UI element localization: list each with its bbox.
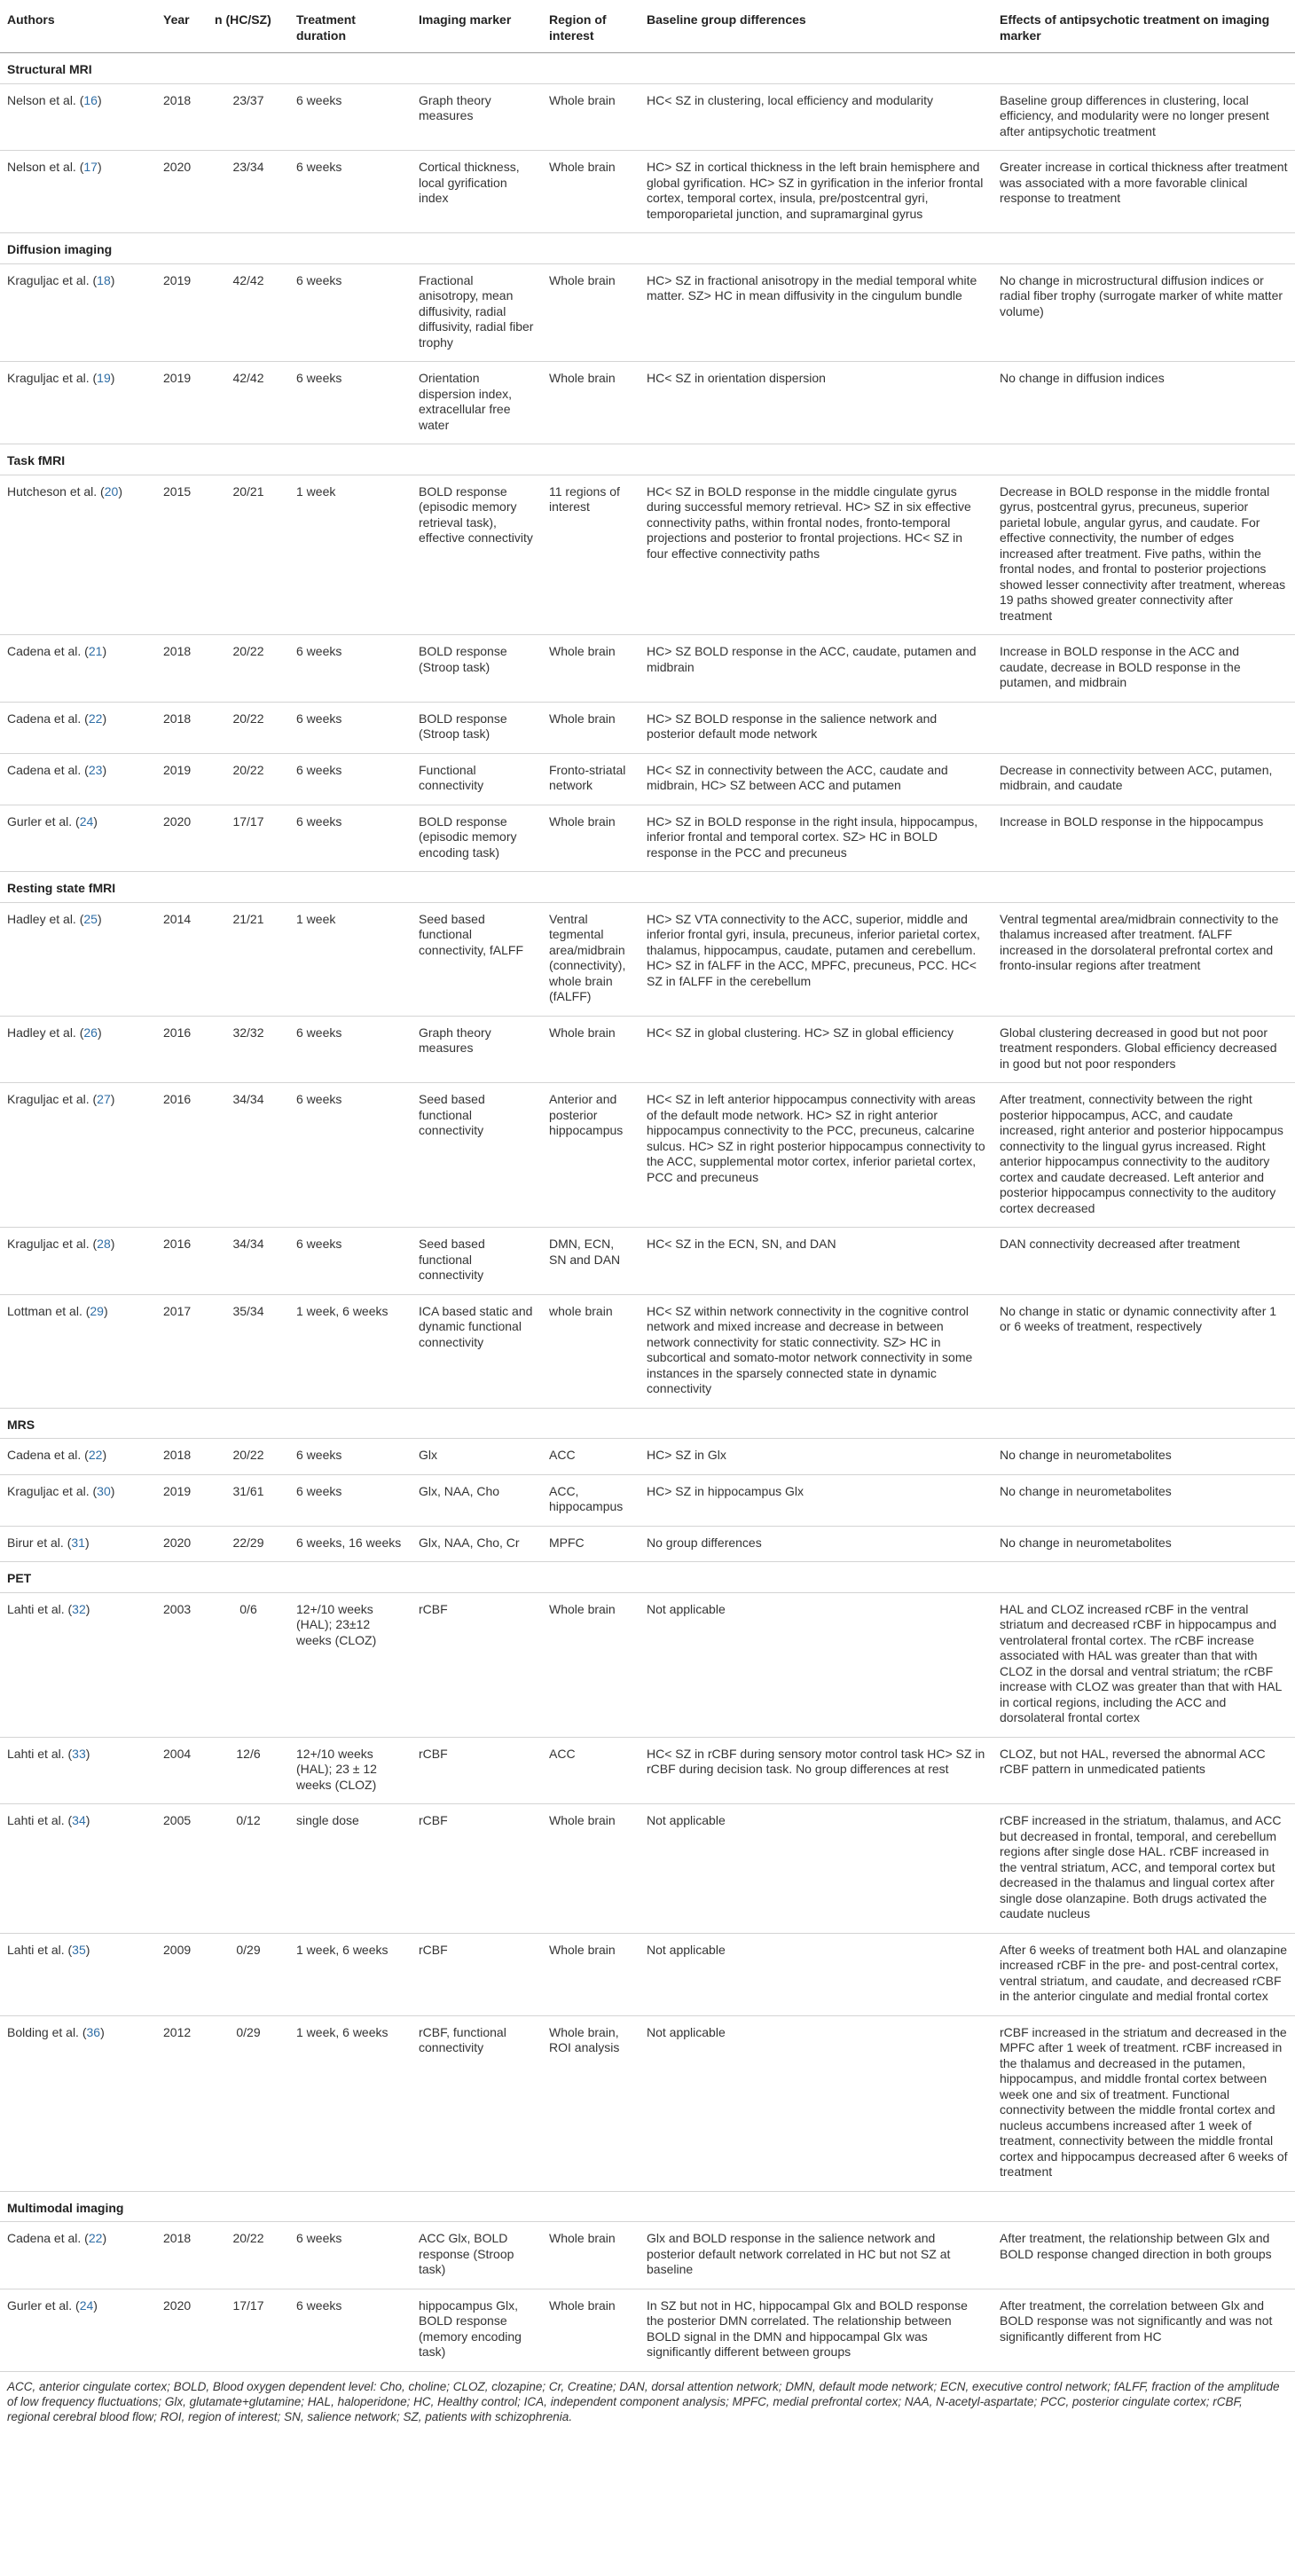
cell-effects: Ventral tegmental area/midbrain connectivity to the thalamus increased after treatment. fALFF increased in the dorsolateral prefrontal cortex and fronto-insular regions after treatment	[993, 902, 1295, 1016]
cell-year: 2019	[156, 753, 208, 805]
cell-region: Whole brain	[542, 1804, 640, 1934]
cell-baseline: HC> SZ in BOLD response in the right insula, hippocampus, inferior frontal and temporal cortex. SZ> HC in BOLD response in the PCC and precuneus	[640, 805, 993, 872]
author-name: Kraguljac et al.	[7, 1237, 90, 1251]
cell-year: 2020	[156, 805, 208, 872]
section-title: Diffusion imaging	[0, 233, 1295, 264]
table-body	[0, 53, 1295, 2372]
reference-link[interactable]: 27	[97, 1092, 111, 1106]
cell-marker: Seed based functional connectivity	[412, 1083, 542, 1228]
reference-link[interactable]: 25	[83, 911, 98, 926]
author-name: Hadley et al.	[7, 911, 76, 926]
cell-n: 20/22	[208, 1439, 289, 1475]
cell-marker: Seed based functional connectivity	[412, 1228, 542, 1295]
cell-marker: Fractional anisotropy, mean diffusivity, radial diffusivity, radial fiber trophy	[412, 263, 542, 362]
cell-author: Gurler et al. (24)	[0, 805, 156, 872]
cell-n: 31/61	[208, 1474, 289, 1526]
cell-baseline: HC< SZ in global clustering. HC> SZ in global efficiency	[640, 1016, 993, 1083]
cell-duration: 6 weeks	[289, 702, 412, 753]
author-name: Kraguljac et al.	[7, 1483, 90, 1498]
reference-link[interactable]: 22	[88, 711, 103, 726]
cell-year: 2017	[156, 1294, 208, 1408]
table-row	[0, 1592, 1295, 1737]
cell-effects: Decrease in BOLD response in the middle frontal gyrus, postcentral gyrus, precuneus, superior parietal lobule, angular gyrus, and caudate. For effective connectivity, the number of edges increased after treatment. Five paths, within the frontal nodes, and frontal to posterior projections showed lesser connectivity after treatment, whereas 19 paths showed greater connectivity after treatment	[993, 475, 1295, 635]
cell-n: 20/21	[208, 475, 289, 635]
cell-marker: Functional connectivity	[412, 753, 542, 805]
section-heading-row	[0, 53, 1295, 84]
cell-n: 0/6	[208, 1592, 289, 1737]
author-name: Birur et al.	[7, 1535, 64, 1550]
cell-region: Ventral tegmental area/midbrain (connectivity), whole brain (fALFF)	[542, 902, 640, 1016]
reference-link[interactable]: 19	[97, 371, 111, 385]
cell-effects: Global clustering decreased in good but not poor treatment responders. Global efficiency decreased in good but not poor responders	[993, 1016, 1295, 1083]
author-name: Kraguljac et al.	[7, 1092, 90, 1106]
cell-year: 2018	[156, 702, 208, 753]
reference-link[interactable]: 24	[79, 2297, 94, 2313]
reference-link[interactable]: 30	[97, 1483, 111, 1498]
author-name: Cadena et al.	[7, 1448, 82, 1462]
cell-author: Lahti et al. (33)	[0, 1737, 156, 1804]
cell-baseline: Not applicable	[640, 1933, 993, 2015]
cell-author: Nelson et al. (17)	[0, 151, 156, 233]
cell-year: 2018	[156, 2222, 208, 2289]
cell-baseline: Glx and BOLD response in the salience network and posterior default network correlated in HC but not SZ at baseline	[640, 2222, 993, 2289]
cell-duration: 6 weeks	[289, 151, 412, 233]
cell-duration: 6 weeks	[289, 753, 412, 805]
section-heading-row	[0, 233, 1295, 264]
header-region: Region of interest	[542, 0, 640, 53]
table-row	[0, 1228, 1295, 1295]
cell-region: ACC	[542, 1439, 640, 1475]
cell-effects: After treatment, connectivity between the right posterior hippocampus, ACC, and caudate increased, right anterior and posterior hippocampus connectivity to the lingual gyrus increased. Right anterior hippocampus connectivity to the auditory cortex and caudate decreased. Left anterior and posterior hippocampus connectivity to the auditory cortex decreased	[993, 1083, 1295, 1228]
reference-link[interactable]: 31	[71, 1535, 85, 1550]
reference-link[interactable]: 32	[72, 1601, 86, 1616]
cell-author: Kraguljac et al. (19)	[0, 362, 156, 444]
cell-effects: CLOZ, but not HAL, reversed the abnormal ACC rCBF pattern in unmedicated patients	[993, 1737, 1295, 1804]
cell-effects: After 6 weeks of treatment both HAL and olanzapine increased rCBF in the pre- and post-central cortex, ventral striatum, and caudate, and decreased rCBF in the anterior cingulate and medial frontal cortex	[993, 1933, 1295, 2015]
header-authors: Authors	[0, 0, 156, 53]
cell-effects: No change in microstructural diffusion indices or radial fiber trophy (surrogate marker of white matter volume)	[993, 263, 1295, 362]
author-name: Lahti et al.	[7, 1601, 65, 1616]
cell-duration: 6 weeks	[289, 1228, 412, 1295]
cell-baseline: Not applicable	[640, 1804, 993, 1934]
cell-year: 2014	[156, 902, 208, 1016]
cell-duration: 1 week, 6 weeks	[289, 1933, 412, 2015]
cell-baseline: HC< SZ in the ECN, SN, and DAN	[640, 1228, 993, 1295]
cell-duration: 6 weeks	[289, 263, 412, 362]
cell-author: Cadena et al. (23)	[0, 753, 156, 805]
table-row	[0, 263, 1295, 362]
cell-region: Fronto-striatal network	[542, 753, 640, 805]
reference-link[interactable]: 29	[90, 1303, 104, 1318]
table-row	[0, 1933, 1295, 2015]
cell-baseline: HC< SZ in rCBF during sensory motor control task HC> SZ in rCBF during decision task. No group differences at rest	[640, 1737, 993, 1804]
cell-marker: BOLD response (episodic memory encoding task)	[412, 805, 542, 872]
cell-baseline: HC< SZ in left anterior hippocampus connectivity with areas of the default mode network. HC> SZ in right anterior hippocampus connectivity to the PCC, precuneus, calcarine sulcus. HC> SZ in right posterior hippocampus connectivity to the ACC, supplemental motor cortex, inferior parietal cortex, PCC and precuneus	[640, 1083, 993, 1228]
table-row	[0, 1083, 1295, 1228]
section-heading-row	[0, 1562, 1295, 1593]
author-name: Hutcheson et al.	[7, 483, 98, 499]
cell-region: Whole brain	[542, 83, 640, 151]
cell-effects: rCBF increased in the striatum and decreased in the MPFC after 1 week of treatment. rCBF increased in the thalamus and decreased in the putamen, hippocampus, and middle frontal cortex between week one and six of treatment. Functional connectivity between the middle frontal cortex and nucleus accumbens increased after 1 week of treatment, connectivity between the middle frontal cortex and hippocampus decreased after 6 weeks of treatment	[993, 2015, 1295, 2191]
cell-n: 32/32	[208, 1016, 289, 1083]
cell-baseline: Not applicable	[640, 2015, 993, 2191]
table-row	[0, 753, 1295, 805]
author-name: Cadena et al.	[7, 762, 82, 777]
cell-marker: rCBF	[412, 1804, 542, 1934]
author-name: Gurler et al.	[7, 813, 73, 829]
table-row	[0, 475, 1295, 635]
cell-region: Whole brain	[542, 1933, 640, 2015]
cell-duration: 6 weeks	[289, 1439, 412, 1475]
table-row	[0, 1294, 1295, 1408]
table-row	[0, 83, 1295, 151]
cell-baseline: HC> SZ VTA connectivity to the ACC, superior, middle and inferior frontal gyri, insula, precuneus, inferior parietal cortex, thalamus, hippocampus, caudate, putamen and cerebellum. HC> SZ in fALFF in the ACC, MPFC, precuneus, PCC. HC< SZ in fALFF in the cerebellum	[640, 902, 993, 1016]
cell-year: 2020	[156, 151, 208, 233]
table-row	[0, 2222, 1295, 2289]
author-name: Gurler et al.	[7, 2297, 73, 2313]
table-row	[0, 902, 1295, 1016]
cell-region: Whole brain	[542, 702, 640, 753]
header-n: n (HC/SZ)	[208, 0, 289, 53]
table-row	[0, 151, 1295, 233]
section-title: MRS	[0, 1408, 1295, 1439]
cell-duration: 12+/10 weeks (HAL); 23 ± 12 weeks (CLOZ)	[289, 1737, 412, 1804]
cell-n: 42/42	[208, 362, 289, 444]
cell-baseline: HC< SZ within network connectivity in the cognitive control network and mixed increase and decrease in between network connectivity for static connectivity. SZ> HC in subcortical and somato-motor network connectivity in some instances in the sparsely connected state in dynamic connectivity	[640, 1294, 993, 1408]
cell-baseline: HC> SZ in cortical thickness in the left brain hemisphere and global gyrification. HC> SZ in gyrification in the inferior frontal cortex, temporal cortex, insula, pre/postcentral gyri, temporoparietal junction, and supramarginal gyrus	[640, 151, 993, 233]
cell-marker: rCBF, functional connectivity	[412, 2015, 542, 2191]
cell-marker: Graph theory measures	[412, 1016, 542, 1083]
cell-duration: 6 weeks	[289, 2289, 412, 2371]
cell-baseline: HC> SZ BOLD response in the salience network and posterior default mode network	[640, 702, 993, 753]
section-heading-row	[0, 2191, 1295, 2222]
cell-region: Anterior and posterior hippocampus	[542, 1083, 640, 1228]
cell-baseline: Not applicable	[640, 1592, 993, 1737]
cell-n: 12/6	[208, 1737, 289, 1804]
header-duration: Treatment duration	[289, 0, 412, 53]
cell-region: Whole brain	[542, 1016, 640, 1083]
cell-author: Cadena et al. (22)	[0, 702, 156, 753]
cell-n: 42/42	[208, 263, 289, 362]
cell-effects: rCBF increased in the striatum, thalamus, and ACC but decreased in frontal, temporal, and cerebellum regions after single dose HAL. rCBF increased in the ventral striatum, ACC, and temporal cortex but decreased in the thalamus and lingual cortex after single dose olanzapine. Both drugs activated the caudate nucleus	[993, 1804, 1295, 1934]
cell-marker: Cortical thickness, local gyrification index	[412, 151, 542, 233]
cell-author: Nelson et al. (16)	[0, 83, 156, 151]
cell-year: 2015	[156, 475, 208, 635]
cell-n: 20/22	[208, 635, 289, 703]
cell-duration: 1 week	[289, 902, 412, 1016]
reference-link[interactable]: 22	[88, 2231, 103, 2245]
cell-region: 11 regions of interest	[542, 475, 640, 635]
cell-region: Whole brain	[542, 362, 640, 444]
header-baseline: Baseline group differences	[640, 0, 993, 53]
cell-n: 34/34	[208, 1083, 289, 1228]
table-row	[0, 635, 1295, 703]
cell-region: Whole brain	[542, 1592, 640, 1737]
cell-author: Hadley et al. (26)	[0, 1016, 156, 1083]
cell-effects: No change in neurometabolites	[993, 1526, 1295, 1562]
reference-link[interactable]: 20	[104, 483, 119, 499]
cell-author: Cadena et al. (22)	[0, 2222, 156, 2289]
cell-duration: 6 weeks	[289, 805, 412, 872]
table-row	[0, 1474, 1295, 1526]
reference-link[interactable]: 34	[72, 1813, 86, 1827]
table-header	[0, 0, 1295, 53]
cell-author: Kraguljac et al. (27)	[0, 1083, 156, 1228]
table-row	[0, 805, 1295, 872]
cell-n: 35/34	[208, 1294, 289, 1408]
author-name: Nelson et al.	[7, 92, 76, 107]
header-year: Year	[156, 0, 208, 53]
cell-duration: 1 week, 6 weeks	[289, 1294, 412, 1408]
cell-region: Whole brain	[542, 2289, 640, 2371]
cell-duration: 1 week, 6 weeks	[289, 2015, 412, 2191]
cell-marker: hippocampus Glx, BOLD response (memory encoding task)	[412, 2289, 542, 2371]
cell-marker: Glx	[412, 1439, 542, 1475]
reference-link[interactable]: 21	[88, 644, 103, 658]
cell-effects: Greater increase in cortical thickness after treatment was associated with a more favorable clinical response to treatment	[993, 151, 1295, 233]
cell-n: 34/34	[208, 1228, 289, 1295]
cell-region: Whole brain	[542, 263, 640, 362]
cell-year: 2005	[156, 1804, 208, 1934]
cell-baseline: HC< SZ in orientation dispersion	[640, 362, 993, 444]
cell-effects: No change in diffusion indices	[993, 362, 1295, 444]
cell-marker: rCBF	[412, 1933, 542, 2015]
author-name: Nelson et al.	[7, 160, 76, 174]
cell-n: 20/22	[208, 702, 289, 753]
cell-region: Whole brain	[542, 635, 640, 703]
table-row	[0, 1439, 1295, 1475]
cell-author: Cadena et al. (22)	[0, 1439, 156, 1475]
cell-region: DMN, ECN, SN and DAN	[542, 1228, 640, 1295]
author-name: Lahti et al.	[7, 1942, 65, 1957]
header-effects: Effects of antipsychotic treatment on imaging marker	[993, 0, 1295, 53]
cell-duration: 6 weeks	[289, 2222, 412, 2289]
cell-effects: No change in neurometabolites	[993, 1474, 1295, 1526]
cell-author: Birur et al. (31)	[0, 1526, 156, 1562]
cell-n: 17/17	[208, 2289, 289, 2371]
cell-duration: 6 weeks	[289, 1083, 412, 1228]
cell-author: Kraguljac et al. (18)	[0, 263, 156, 362]
cell-year: 2016	[156, 1016, 208, 1083]
table-row	[0, 1737, 1295, 1804]
cell-effects: Baseline group differences in clustering, local efficiency, and modularity were no longer present after antipsychotic treatment	[993, 83, 1295, 151]
cell-baseline: HC> SZ BOLD response in the ACC, caudate, putamen and midbrain	[640, 635, 993, 703]
reference-link[interactable]: 23	[88, 762, 103, 777]
cell-n: 0/29	[208, 1933, 289, 2015]
cell-baseline: HC< SZ in BOLD response in the middle cingulate gyrus during successful memory retrieval. HC> SZ in six effective connectivity paths, within frontal nodes, fronto-temporal projections and posterior to frontal projections. HC< SZ in four effective connectivity paths	[640, 475, 993, 635]
cell-duration: 6 weeks, 16 weeks	[289, 1526, 412, 1562]
reference-link[interactable]: 22	[88, 1448, 103, 1462]
cell-year: 2019	[156, 263, 208, 362]
cell-region: ACC, hippocampus	[542, 1474, 640, 1526]
cell-effects: HAL and CLOZ increased rCBF in the ventral striatum and decreased rCBF in hippocampus and ventrolateral frontal cortex. The rCBF increase associated with HAL was greater than that with CLOZ in the dorsal and ventral striatum; the rCBF increase with CLOZ was greater than that with HAL in cortical regions, including the ACC and dorsolateral frontal cortex	[993, 1592, 1295, 1737]
cell-marker: Orientation dispersion index, extracellular free water	[412, 362, 542, 444]
cell-n: 23/37	[208, 83, 289, 151]
reference-link[interactable]: 35	[72, 1942, 86, 1957]
cell-marker: ICA based static and dynamic functional connectivity	[412, 1294, 542, 1408]
cell-effects: Decrease in connectivity between ACC, putamen, midbrain, and caudate	[993, 753, 1295, 805]
cell-region: MPFC	[542, 1526, 640, 1562]
reference-link[interactable]: 16	[83, 92, 98, 107]
header-row	[0, 0, 1295, 53]
cell-n: 23/34	[208, 151, 289, 233]
cell-author: Lahti et al. (34)	[0, 1804, 156, 1934]
cell-effects	[993, 702, 1295, 753]
reference-link[interactable]: 33	[72, 1746, 86, 1761]
reference-link[interactable]: 18	[97, 272, 111, 287]
cell-n: 0/12	[208, 1804, 289, 1934]
section-title: PET	[0, 1562, 1295, 1593]
cell-effects: Increase in BOLD response in the hippocampus	[993, 805, 1295, 872]
section-title: Structural MRI	[0, 53, 1295, 84]
cell-duration: single dose	[289, 1804, 412, 1934]
section-heading-row	[0, 872, 1295, 903]
cell-year: 2020	[156, 1526, 208, 1562]
cell-baseline: HC> SZ in fractional anisotropy in the medial temporal white matter. SZ> HC in mean diffusivity in the cingulum bundle	[640, 263, 993, 362]
cell-marker: rCBF	[412, 1592, 542, 1737]
cell-year: 2003	[156, 1592, 208, 1737]
cell-n: 21/21	[208, 902, 289, 1016]
cell-region: Whole brain	[542, 2222, 640, 2289]
cell-year: 2019	[156, 362, 208, 444]
cell-baseline: No group differences	[640, 1526, 993, 1562]
cell-author: Hadley et al. (25)	[0, 902, 156, 1016]
reference-link[interactable]: 24	[79, 813, 94, 829]
cell-duration: 6 weeks	[289, 83, 412, 151]
cell-duration: 6 weeks	[289, 635, 412, 703]
cell-baseline: HC> SZ in Glx	[640, 1439, 993, 1475]
cell-effects: DAN connectivity decreased after treatment	[993, 1228, 1295, 1295]
cell-n: 20/22	[208, 2222, 289, 2289]
cell-n: 20/22	[208, 753, 289, 805]
cell-year: 2016	[156, 1228, 208, 1295]
author-name: Kraguljac et al.	[7, 371, 90, 385]
cell-year: 2009	[156, 1933, 208, 2015]
reference-link[interactable]: 28	[97, 1237, 111, 1251]
cell-author: Kraguljac et al. (30)	[0, 1474, 156, 1526]
cell-author: Bolding et al. (36)	[0, 2015, 156, 2191]
cell-marker: rCBF	[412, 1737, 542, 1804]
section-title: Task fMRI	[0, 444, 1295, 475]
table-row	[0, 1016, 1295, 1083]
cell-baseline: HC< SZ in clustering, local efficiency and modularity	[640, 83, 993, 151]
author-name: Kraguljac et al.	[7, 272, 90, 287]
cell-n: 0/29	[208, 2015, 289, 2191]
cell-baseline: HC> SZ in hippocampus Glx	[640, 1474, 993, 1526]
cell-n: 22/29	[208, 1526, 289, 1562]
section-title: Multimodal imaging	[0, 2191, 1295, 2222]
cell-author: Kraguljac et al. (28)	[0, 1228, 156, 1295]
author-name: Bolding et al.	[7, 2024, 79, 2039]
cell-duration: 1 week	[289, 475, 412, 635]
cell-duration: 6 weeks	[289, 1016, 412, 1083]
table-footnote: ACC, anterior cingulate cortex; BOLD, Blood oxygen dependent level: Cho, choline; CLOZ, clozapine; Cr, Creatine; DAN, dorsal attention network; DMN, default mode network; ECN, executive control network; fALFF, fraction of the amplitude of low frequency fluctuations; Glx, glutamate+glutamine; HAL, haloperidone; HC, Healthy control; ICA, independent component analysis; MPFC, medial prefrontal cortex; NAA, N-acetyl-aspartate; PCC, posterior cingulate cortex; rCBF, regional cerebral blood flow; ROI, region of interest; SN, salience network; SZ, patients with schizophrenia.	[7, 2379, 1280, 2423]
cell-year: 2018	[156, 83, 208, 151]
table-row	[0, 2289, 1295, 2371]
section-title: Resting state fMRI	[0, 872, 1295, 903]
cell-marker: Glx, NAA, Cho, Cr	[412, 1526, 542, 1562]
cell-region: Whole brain, ROI analysis	[542, 2015, 640, 2191]
reference-link[interactable]: 17	[83, 160, 98, 174]
reference-link[interactable]: 36	[86, 2024, 101, 2039]
cell-baseline: HC< SZ in connectivity between the ACC, caudate and midbrain, HC> SZ between ACC and putamen	[640, 753, 993, 805]
table-row	[0, 1526, 1295, 1562]
cell-region: Whole brain	[542, 805, 640, 872]
cell-effects: No change in static or dynamic connectivity after 1 or 6 weeks of treatment, respectively	[993, 1294, 1295, 1408]
cell-year: 2016	[156, 1083, 208, 1228]
cell-year: 2018	[156, 635, 208, 703]
cell-marker: BOLD response (Stroop task)	[412, 635, 542, 703]
table-row	[0, 2015, 1295, 2191]
header-marker: Imaging marker	[412, 0, 542, 53]
table-row	[0, 1804, 1295, 1934]
cell-effects: No change in neurometabolites	[993, 1439, 1295, 1475]
table-row	[0, 362, 1295, 444]
table-row	[0, 702, 1295, 753]
cell-author: Hutcheson et al. (20)	[0, 475, 156, 635]
cell-year: 2012	[156, 2015, 208, 2191]
section-heading-row	[0, 444, 1295, 475]
author-name: Lahti et al.	[7, 1746, 65, 1761]
cell-author: Lahti et al. (35)	[0, 1933, 156, 2015]
cell-duration: 12+/10 weeks (HAL); 23±12 weeks (CLOZ)	[289, 1592, 412, 1737]
cell-year: 2018	[156, 1439, 208, 1475]
cell-author: Gurler et al. (24)	[0, 2289, 156, 2371]
author-name: Cadena et al.	[7, 2231, 82, 2245]
author-name: Lottman et al.	[7, 1303, 82, 1318]
cell-author: Lahti et al. (32)	[0, 1592, 156, 1737]
cell-marker: BOLD response (Stroop task)	[412, 702, 542, 753]
cell-duration: 6 weeks	[289, 1474, 412, 1526]
author-name: Lahti et al.	[7, 1813, 65, 1827]
cell-region: whole brain	[542, 1294, 640, 1408]
cell-marker: Graph theory measures	[412, 83, 542, 151]
author-name: Cadena et al.	[7, 711, 82, 726]
section-heading-row	[0, 1408, 1295, 1439]
cell-marker: ACC Glx, BOLD response (Stroop task)	[412, 2222, 542, 2289]
cell-author: Cadena et al. (21)	[0, 635, 156, 703]
cell-effects: Increase in BOLD response in the ACC and caudate, decrease in BOLD response in the putamen, and midbrain	[993, 635, 1295, 703]
cell-marker: Seed based functional connectivity, fALFF	[412, 902, 542, 1016]
cell-region: Whole brain	[542, 151, 640, 233]
author-name: Cadena et al.	[7, 644, 82, 658]
reference-link[interactable]: 26	[83, 1025, 98, 1040]
cell-region: ACC	[542, 1737, 640, 1804]
cell-baseline: In SZ but not in HC, hippocampal Glx and BOLD response the posterior DMN correlated. The relationship between BOLD signal in the DMN and hippocampal Glx was significantly different between groups	[640, 2289, 993, 2371]
cell-year: 2004	[156, 1737, 208, 1804]
cell-marker: BOLD response (episodic memory retrieval task), effective connectivity	[412, 475, 542, 635]
author-name: Hadley et al.	[7, 1025, 76, 1040]
cell-duration: 6 weeks	[289, 362, 412, 444]
cell-effects: After treatment, the correlation between Glx and BOLD response was not significantly and was not significantly different from HC	[993, 2289, 1295, 2371]
cell-year: 2020	[156, 2289, 208, 2371]
cell-n: 17/17	[208, 805, 289, 872]
cell-effects: After treatment, the relationship between Glx and BOLD response changed direction in both groups	[993, 2222, 1295, 2289]
cell-year: 2019	[156, 1474, 208, 1526]
cell-marker: Glx, NAA, Cho	[412, 1474, 542, 1526]
cell-author: Lottman et al. (29)	[0, 1294, 156, 1408]
